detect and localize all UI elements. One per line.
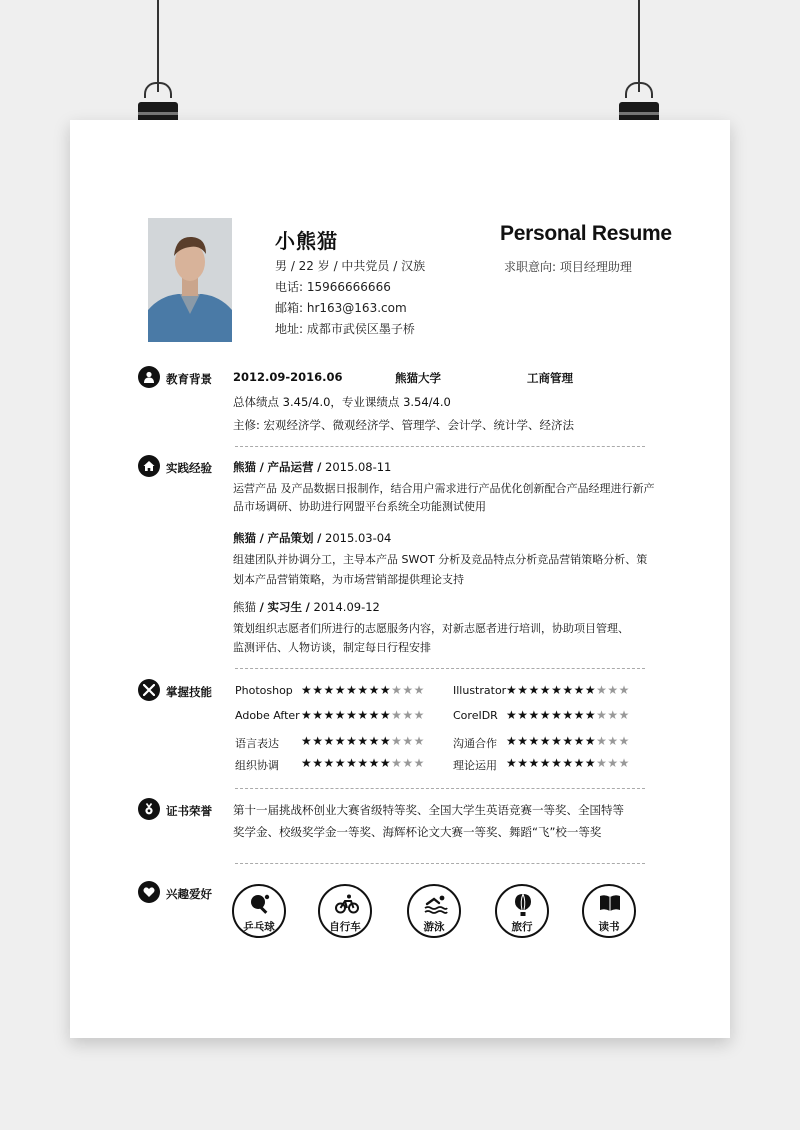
resume-paper xyxy=(70,120,730,1038)
star-empty-icon: ★ xyxy=(391,734,403,748)
exp-3-line-2: 监测评估、人物访谈，制定每日行程安排 xyxy=(233,641,431,654)
star-filled-icon: ★ xyxy=(562,756,574,770)
star-empty-icon: ★ xyxy=(618,708,630,722)
skill-rating xyxy=(506,708,630,722)
star-empty-icon: ★ xyxy=(607,734,619,748)
star-filled-icon: ★ xyxy=(357,756,369,770)
star-filled-icon: ★ xyxy=(528,734,540,748)
star-filled-icon: ★ xyxy=(357,734,369,748)
star-filled-icon: ★ xyxy=(517,756,529,770)
exp-1-line-1: 运营产品 及产品数据日报制作，结合用户需求进行产品优化创新配合产品经理进行新产 xyxy=(233,482,655,495)
star-filled-icon: ★ xyxy=(562,708,574,722)
skill-name: Photoshop xyxy=(235,684,293,697)
hobby-label: 游泳 xyxy=(423,921,445,933)
section-label-education: 教育背景 xyxy=(166,372,212,386)
star-filled-icon: ★ xyxy=(312,734,324,748)
skill-name: 沟通合作 xyxy=(453,737,497,750)
bicycle-icon xyxy=(335,893,359,915)
star-empty-icon: ★ xyxy=(402,734,414,748)
skill-name: 语言表达 xyxy=(235,737,279,750)
divider xyxy=(235,446,645,447)
skill-rating xyxy=(506,734,630,748)
star-empty-icon: ★ xyxy=(413,734,425,748)
star-filled-icon: ★ xyxy=(573,683,585,697)
star-filled-icon: ★ xyxy=(368,756,380,770)
star-filled-icon: ★ xyxy=(301,734,313,748)
star-filled-icon: ★ xyxy=(584,734,597,748)
section-label-awards: 证书荣誉 xyxy=(166,804,212,818)
swimming-icon xyxy=(424,893,448,915)
skill-name: Illustrator xyxy=(453,684,507,697)
heart-icon xyxy=(138,881,160,903)
candidate-meta: 男 / 22 岁 / 中共党员 / 汉族 xyxy=(275,259,426,273)
star-filled-icon: ★ xyxy=(539,708,552,722)
exp-role: 实习生 xyxy=(267,600,303,614)
hobby-swimming xyxy=(407,884,461,938)
section-label-hobbies: 兴趣爱好 xyxy=(166,887,212,901)
star-filled-icon: ★ xyxy=(323,683,335,697)
star-empty-icon: ★ xyxy=(413,756,425,770)
star-empty-icon: ★ xyxy=(618,683,630,697)
section-label-experience: 实践经验 xyxy=(166,461,212,475)
star-filled-icon: ★ xyxy=(506,734,518,748)
star-empty-icon: ★ xyxy=(413,708,425,722)
star-filled-icon: ★ xyxy=(562,734,574,748)
star-filled-icon: ★ xyxy=(334,683,347,697)
star-filled-icon: ★ xyxy=(323,708,335,722)
ping-pong-icon xyxy=(249,893,271,915)
star-filled-icon: ★ xyxy=(539,734,552,748)
edu-gpa: 总体绩点 3.45/4.0，专业课绩点 3.54/4.0 xyxy=(233,395,451,409)
star-filled-icon: ★ xyxy=(506,708,518,722)
star-filled-icon: ★ xyxy=(506,756,518,770)
star-filled-icon: ★ xyxy=(312,708,324,722)
star-empty-icon: ★ xyxy=(391,708,403,722)
exp-company: 熊猫 xyxy=(233,600,256,614)
star-filled-icon: ★ xyxy=(346,734,358,748)
star-filled-icon: ★ xyxy=(312,756,324,770)
exp-role: 产品运营 xyxy=(267,460,314,474)
edu-school: 熊猫大学 xyxy=(395,371,441,385)
star-empty-icon: ★ xyxy=(618,756,630,770)
star-filled-icon: ★ xyxy=(551,734,563,748)
person-icon xyxy=(138,366,160,388)
hobby-reading xyxy=(582,884,636,938)
hanging-wire-right xyxy=(638,0,640,92)
exp-date: 2014.09-12 xyxy=(313,600,380,614)
star-filled-icon: ★ xyxy=(368,708,380,722)
star-filled-icon: ★ xyxy=(517,708,529,722)
star-filled-icon: ★ xyxy=(551,683,563,697)
star-empty-icon: ★ xyxy=(607,683,619,697)
star-empty-icon: ★ xyxy=(596,756,608,770)
star-filled-icon: ★ xyxy=(528,683,540,697)
star-filled-icon: ★ xyxy=(573,734,585,748)
star-filled-icon: ★ xyxy=(551,756,563,770)
star-filled-icon: ★ xyxy=(528,756,540,770)
star-filled-icon: ★ xyxy=(584,708,597,722)
candidate-address: 地址: 成都市武侯区墨子桥 xyxy=(275,322,415,336)
star-filled-icon: ★ xyxy=(506,683,518,697)
hobby-label: 自行车 xyxy=(329,921,361,933)
skill-rating xyxy=(301,734,425,748)
skill-name: CoreIDR xyxy=(453,709,498,722)
exp-1-line-2: 品市场调研、协助进行网盟平台系统全功能测试使用 xyxy=(233,500,486,513)
star-filled-icon: ★ xyxy=(379,708,392,722)
star-empty-icon: ★ xyxy=(402,756,414,770)
star-filled-icon: ★ xyxy=(551,708,563,722)
exp-2-header: 熊猫 / 产品策划 / 2015.03-04 xyxy=(233,531,392,545)
skill-rating xyxy=(301,756,425,770)
star-filled-icon: ★ xyxy=(517,734,529,748)
star-filled-icon: ★ xyxy=(357,708,369,722)
edu-courses: 主修: 宏观经济学、微观经济学、管理学、会计学、统计学、经济法 xyxy=(233,418,575,432)
hobby-travel xyxy=(495,884,549,938)
edu-major: 工商管理 xyxy=(527,371,573,385)
exp-company: 熊猫 xyxy=(233,531,256,545)
exp-2-line-1: 组建团队并协调分工，主导本产品 SWOT 分析及竞品特点分析竞品营销策略分析、策 xyxy=(233,553,648,566)
star-filled-icon: ★ xyxy=(539,756,552,770)
resume-title: Personal Resume xyxy=(500,222,672,245)
exp-3-header: 熊猫 / 实习生 / 2014.09-12 xyxy=(233,600,380,614)
star-filled-icon: ★ xyxy=(301,756,313,770)
awards-line-2: 奖学金、校级奖学金一等奖、海辉杯论文大赛一等奖、舞蹈“飞”校一等奖 xyxy=(233,825,602,839)
hanging-wire-left xyxy=(157,0,159,92)
skill-rating xyxy=(506,756,630,770)
balloon-icon xyxy=(512,893,534,917)
star-empty-icon: ★ xyxy=(413,683,425,697)
star-filled-icon: ★ xyxy=(517,683,529,697)
star-filled-icon: ★ xyxy=(346,708,358,722)
star-filled-icon: ★ xyxy=(323,756,335,770)
star-filled-icon: ★ xyxy=(573,708,585,722)
exp-1-header: 熊猫 / 产品运营 / 2015.08-11 xyxy=(233,460,392,474)
star-empty-icon: ★ xyxy=(596,708,608,722)
medal-icon xyxy=(138,798,160,820)
star-filled-icon: ★ xyxy=(573,756,585,770)
star-empty-icon: ★ xyxy=(607,708,619,722)
star-empty-icon: ★ xyxy=(596,683,608,697)
star-filled-icon: ★ xyxy=(379,734,392,748)
hobby-label: 旅行 xyxy=(511,921,533,933)
star-filled-icon: ★ xyxy=(312,683,324,697)
edu-period: 2012.09-2016.06 xyxy=(233,370,343,384)
exp-date: 2015.03-04 xyxy=(325,531,392,545)
exp-role: 产品策划 xyxy=(267,531,314,545)
star-empty-icon: ★ xyxy=(402,683,414,697)
skill-rating xyxy=(506,683,630,697)
exp-company: 熊猫 xyxy=(233,460,256,474)
divider xyxy=(235,668,645,669)
star-filled-icon: ★ xyxy=(334,708,347,722)
star-filled-icon: ★ xyxy=(357,683,369,697)
awards-line-1: 第十一届挑战杯创业大赛省级特等奖、全国大学生英语竞赛一等奖、全国特等 xyxy=(233,803,624,817)
candidate-phone: 电话: 15966666666 xyxy=(275,280,391,294)
skill-name: 组织协调 xyxy=(235,759,279,772)
section-label-skills: 掌握技能 xyxy=(166,685,212,699)
star-filled-icon: ★ xyxy=(323,734,335,748)
hobby-cycling xyxy=(318,884,372,938)
tools-icon xyxy=(138,679,160,701)
star-filled-icon: ★ xyxy=(346,756,358,770)
star-filled-icon: ★ xyxy=(539,683,552,697)
star-empty-icon: ★ xyxy=(607,756,619,770)
candidate-name: 小熊猫 xyxy=(275,229,338,253)
candidate-email: 邮箱: hr163@163.com xyxy=(275,301,407,315)
hobby-ping-pong xyxy=(232,884,286,938)
divider xyxy=(235,788,645,789)
star-filled-icon: ★ xyxy=(584,683,597,697)
skill-rating xyxy=(301,708,425,722)
star-empty-icon: ★ xyxy=(618,734,630,748)
skill-name: 理论运用 xyxy=(453,759,497,772)
star-filled-icon: ★ xyxy=(334,756,347,770)
home-icon xyxy=(138,455,160,477)
star-filled-icon: ★ xyxy=(379,756,392,770)
divider xyxy=(235,863,645,864)
exp-3-line-1: 策划组织志愿者们所进行的志愿服务内容，对新志愿者进行培训，协助项目管理、 xyxy=(233,622,629,635)
star-filled-icon: ★ xyxy=(379,683,392,697)
star-empty-icon: ★ xyxy=(391,756,403,770)
star-filled-icon: ★ xyxy=(368,734,380,748)
star-filled-icon: ★ xyxy=(334,734,347,748)
star-empty-icon: ★ xyxy=(596,734,608,748)
star-filled-icon: ★ xyxy=(562,683,574,697)
star-filled-icon: ★ xyxy=(301,683,313,697)
hobby-label: 乒乓球 xyxy=(243,921,275,933)
star-filled-icon: ★ xyxy=(346,683,358,697)
star-empty-icon: ★ xyxy=(402,708,414,722)
star-filled-icon: ★ xyxy=(584,756,597,770)
job-intent: 求职意向: 项目经理助理 xyxy=(504,260,632,274)
star-filled-icon: ★ xyxy=(528,708,540,722)
star-filled-icon: ★ xyxy=(368,683,380,697)
exp-date: 2015.08-11 xyxy=(325,460,392,474)
book-icon xyxy=(599,893,621,913)
star-filled-icon: ★ xyxy=(301,708,313,722)
hobby-label: 读书 xyxy=(598,921,620,933)
skill-name: Adobe After xyxy=(235,709,300,722)
exp-2-line-2: 划本产品营销策略，为市场营销部提供理论支持 xyxy=(233,573,464,586)
star-empty-icon: ★ xyxy=(391,683,403,697)
skill-rating xyxy=(301,683,425,697)
profile-photo xyxy=(148,218,232,342)
